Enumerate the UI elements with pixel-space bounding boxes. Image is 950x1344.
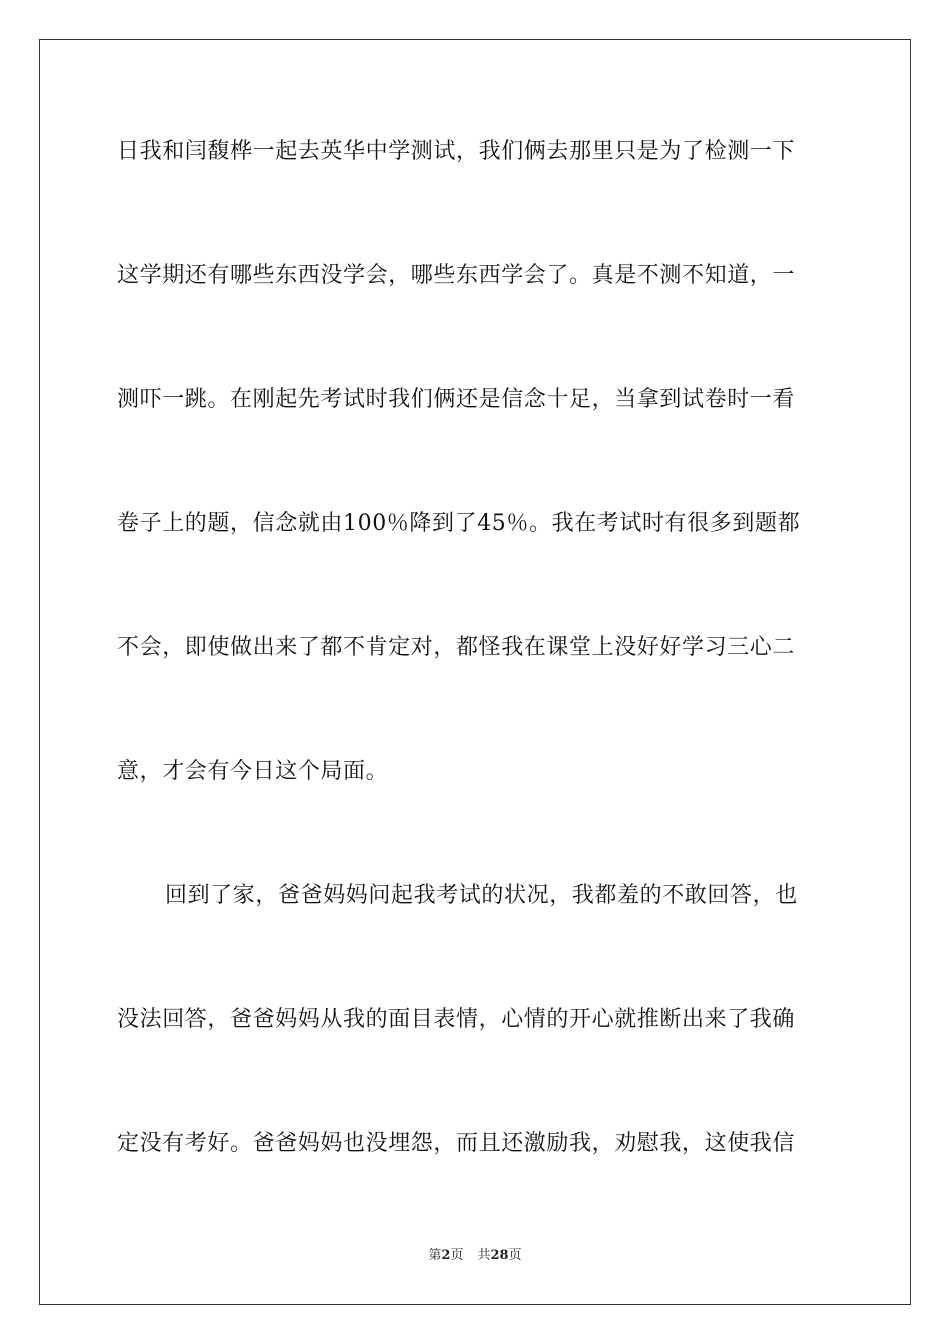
text-line: 日我和闫馥桦一起去英华中学测试，我们俩去那里只是为了检测一下	[117, 139, 796, 164]
text-line: 这学期还有哪些东西没学会，哪些东西学会了。真是不测不知道，一	[117, 263, 796, 288]
text-line: 卷子上的题，信念就由100％降到了45％。我在考试时有很多到题都	[117, 511, 801, 536]
total-suffix: 页	[508, 1248, 522, 1263]
text-line: 测吓一跳。在刚起先考试时我们俩还是信念十足，当拿到试卷时一看	[117, 387, 796, 412]
page-prefix: 第	[428, 1248, 442, 1263]
text-line: 不会，即使做出来了都不肯定对，都怪我在课堂上没好好学习三心二	[117, 635, 796, 660]
text-line: 定没有考好。爸爸妈妈也没埋怨，而且还激励我，劝慰我，这使我信	[117, 1131, 796, 1156]
page-number: 2	[441, 1248, 451, 1263]
page-suffix: 页	[450, 1248, 464, 1263]
total-pages: 28	[490, 1248, 509, 1263]
paragraph-start-line: 回到了家，爸爸妈妈问起我考试的状况，我都羞的不敢回答，也	[165, 883, 798, 908]
text-line: 没法回答，爸爸妈妈从我的面目表情，心情的开心就推断出来了我确	[117, 1007, 796, 1032]
total-prefix: 共	[477, 1248, 491, 1263]
page-border	[39, 39, 911, 1305]
text-line: 意，才会有今日这个局面。	[117, 759, 389, 784]
page-footer	[0, 1247, 950, 1265]
